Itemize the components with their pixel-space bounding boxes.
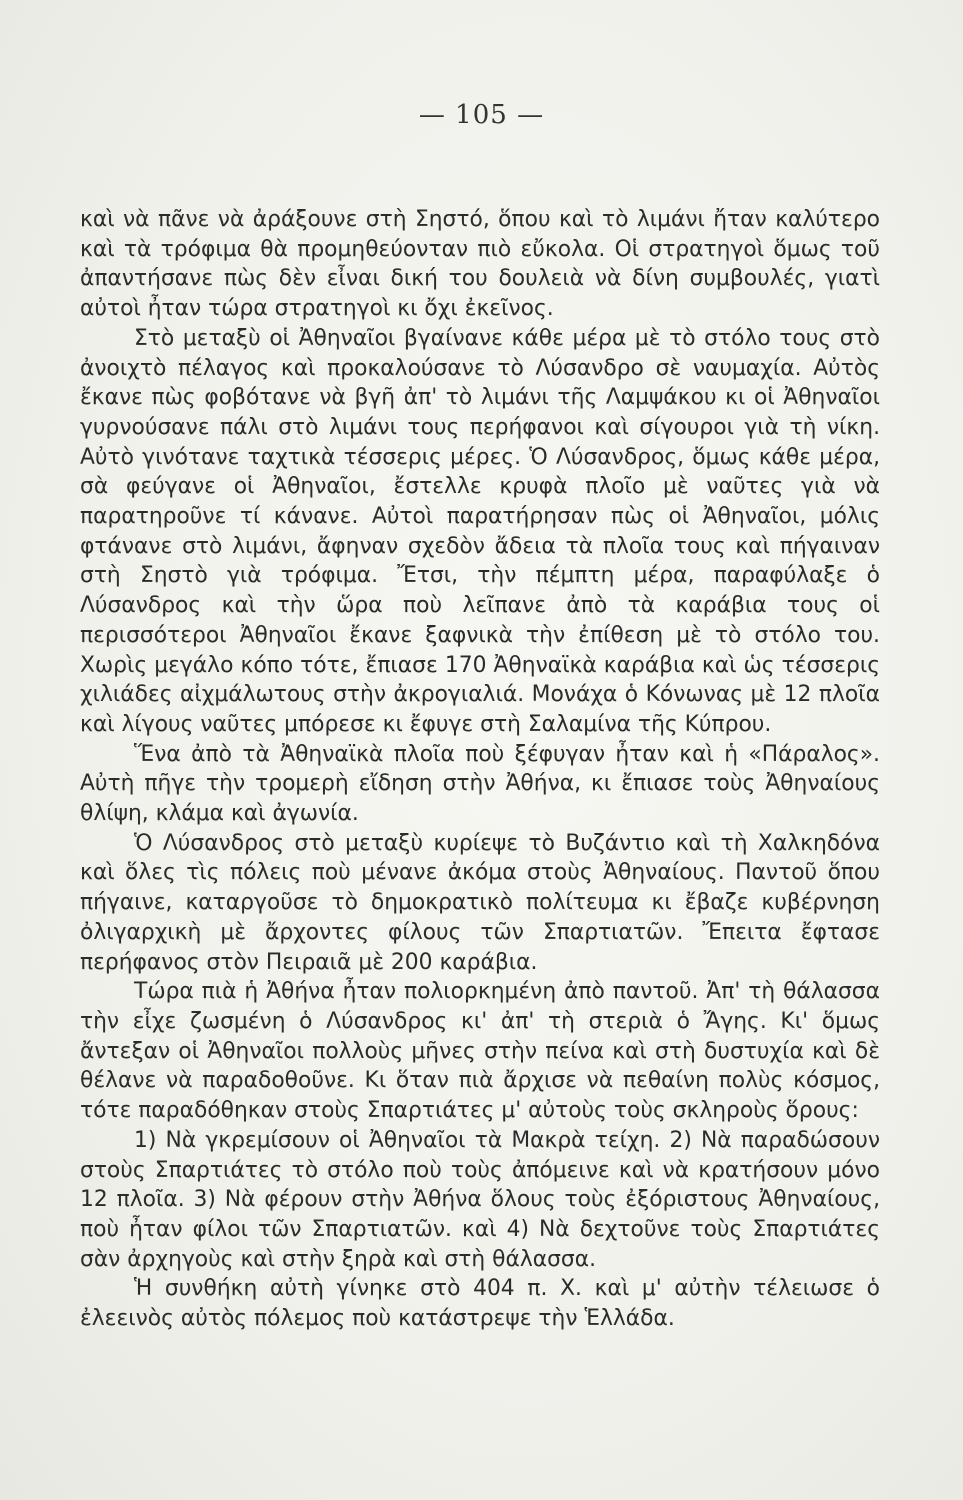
paragraph: 1) Νὰ γκρεμίσουν οἱ Ἀθηναῖοι τὰ Μακρὰ τείχη. 2) Νὰ παραδώσουν στοὺς Σπαρτιάτες τὸ στόλο ποὺ τοὺς ἀπόμεινε καὶ νὰ κρατήσουν μόνο 12 πλοῖα. 3) Νὰ φέρουν στὴν Ἀθήνα ὅλους τοὺς ἐξόριστους Ἀθηναίους, ποὺ ἦταν φίλοι τῶν Σπαρτιατῶν. καὶ 4) Νὰ δεχτοῦνε τοὺς Σπαρτιάτες σὰν ἀρχηγοὺς καὶ στὴν ξηρὰ καὶ στὴ θάλασσα. [80, 1127, 880, 1272]
paragraph: Ἕνα ἀπὸ τὰ Ἀθηναϊκὰ πλοῖα ποὺ ξέφυγαν ἦταν καὶ ἡ «Πάραλος». Αὐτὴ πῆγε τὴν τρομερὴ εἴδηση στὴν Ἀθήνα, κι ἔπιασε τοὺς Ἀθηναίους θλίψη, κλάμα καὶ ἀγωνία. [80, 741, 880, 827]
paragraph: καὶ νὰ πᾶνε νὰ ἀράξουνε στὴ Σηστό, ὅπου καὶ τὸ λιμάνι ἤταν καλύτερο καὶ τὰ τρόφιμα θὰ προμηθεύονταν πιὸ εὔκολα. Οἱ στρατηγοὶ ὅμως τοῦ ἀπαντήσανε πὼς δὲν εἶναι δική του δουλειὰ νὰ δίνη συμβουλές, γιατὶ αὐτοὶ ἦταν τώρα στρατηγοὶ κι ὄχι ἐκεῖνος. [80, 207, 880, 322]
paragraph: Στὸ μεταξὺ οἱ Ἀθηναῖοι βγαίνανε κάθε μέρα μὲ τὸ στόλο τους στὸ ἀνοιχτὸ πέλαγος καὶ προκαλούσανε τὸ Λύσανδρο σὲ ναυμαχία. Αὐτὸς ἔκανε πὼς φοβότανε νὰ βγῆ ἀπ' τὸ λιμάνι τῆς Λαμψάκου κι οἱ Ἀθηναῖοι γυρνούσανε πάλι στὸ λιμάνι τους περήφανοι καὶ σίγουροι γιὰ τὴ νίκη. Αὐτὸ γινότανε ταχτικὰ τέσσερις μέρες. Ὁ Λύσανδρος, ὅμως κάθε μέρα, σὰ φεύγανε οἱ Ἀθηναῖοι, ἔστελλε κρυφὰ πλοῖο μὲ ναῦτες γιὰ νὰ παρατηροῦνε τί κάνανε. Αὐτοὶ παρατήρησαν πὼς οἱ Ἀθηναῖοι, μόλις φτάνανε στὸ λιμάνι, ἄφηναν σχεδὸν ἄδεια τὰ πλοῖα τους καὶ πήγαιναν στὴ Σηστὸ γιὰ τρόφιμα. Ἔτσι, τὴν πέμπτη μέρα, παραφύλαξε ὁ Λύσανδρος καὶ τὴν ὥρα ποὺ λεῖπανε ἀπὸ τὰ καράβια τους οἱ περισσότεροι Ἀθηναῖοι ἔκανε ξαφνικὰ τὴν ἐπίθεση μὲ τὸ στόλο του. Χωρὶς μεγάλο κόπο τότε, ἔπιασε 170 Ἀθηναϊκὰ καράβια καὶ ὡς τέσσερις χιλιάδες αἰχμάλωτους στὴν ἀκρογιαλιά. Μονάχα ὁ Κόνωνας μὲ 12 πλοῖα καὶ λίγους ναῦτες μπόρεσε κι ἔφυγε στὴ Σαλαμίνα τῆς Κύπρου. [80, 325, 880, 737]
paragraph: Τώρα πιὰ ἡ Ἀθήνα ἦταν πολιορκημένη ἀπὸ παντοῦ. Ἀπ' τὴ θάλασσα τὴν εἶχε ζωσμένη ὁ Λύσανδρος κι' ἀπ' τὴ στεριὰ ὁ Ἄγης. Κι' ὅμως ἄντεξαν οἱ Ἀθηναῖοι πολλοὺς μῆνες στὴν πείνα καὶ στὴ δυστυχία καὶ δὲ θέλανε νὰ παραδοθοῦνε. Κι ὅταν πιὰ ἄρχισε νὰ πεθαίνη πολὺς κόσμος, τότε παραδόθηκαν στοὺς Σπαρτιάτες μ' αὐτοὺς τοὺς σκληροὺς ὅρους: [80, 979, 880, 1124]
paragraph: Ἡ συνθήκη αὐτὴ γίνηκε στὸ 404 π. Χ. καὶ μ' αὐτὴν τέλειωσε ὁ ἐλεεινὸς αὐτὸς πόλεμος ποὺ κατάστρεψε τὴν Ἑλλάδα. [80, 1276, 880, 1332]
body-text [80, 205, 880, 1334]
page-number: — 105 — [418, 100, 545, 130]
paragraph: Ὁ Λύσανδρος στὸ μεταξὺ κυρίεψε τὸ Βυζάντιο καὶ τὴ Χαλκηδόνα καὶ ὅλες τὶς πόλεις ποὺ μένανε ἀκόμα στοὺς Ἀθηναίους. Παντοῦ ὅπου πήγαινε, καταργοῦσε τὸ δημοκρατικὸ πολίτευμα κι ἔβαζε κυβέρνηση ὀλιγαρχικὴ μὲ ἄρχοντες φίλους τῶν Σπαρτιατῶν. Ἔπειτα ἔφτασε περήφανος στὸν Πειραιᾶ μὲ 200 καράβια. [80, 830, 880, 975]
